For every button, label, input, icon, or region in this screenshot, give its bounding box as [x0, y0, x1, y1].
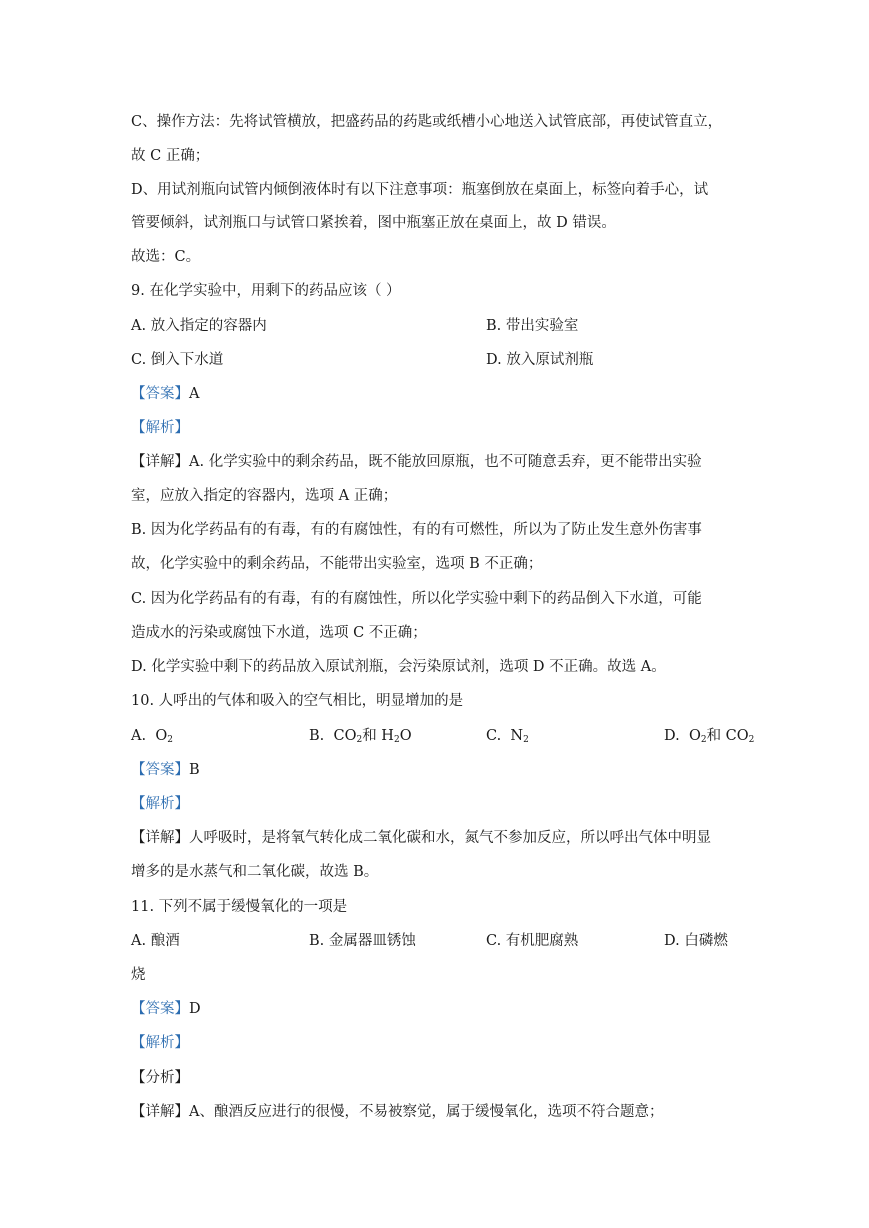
- q11-option-b: B. 金属器皿锈蚀: [309, 933, 416, 949]
- formula-o: O: [155, 728, 168, 744]
- answer-tag: 【答案】: [131, 1001, 189, 1017]
- q9-detail-line: [131, 452, 702, 472]
- q11-analysis-tag: 【解析】: [131, 1035, 189, 1051]
- option-label: B.: [309, 728, 325, 744]
- q9-detail-line: 造成水的污染或腐蚀下水道，选项 C 不正确；: [131, 625, 427, 641]
- detail-text: A. 化学实验中的剩余药品，既不能放回原瓶，也不可随意丢弃，更不能带出实验: [189, 454, 702, 470]
- subscript: 2: [356, 735, 363, 745]
- q9-analysis-tag: 【解析】: [131, 420, 189, 436]
- q11-option-a: A. 酿酒: [131, 933, 180, 949]
- question-9-stem: 9. 在化学实验中，用剩下的药品应该（ ）: [131, 283, 401, 299]
- q9-option-d: D. 放入原试剂瓶: [486, 352, 594, 368]
- q10-option-c: [486, 726, 529, 750]
- q9-option-c: C. 倒入下水道: [131, 352, 224, 368]
- subscript: 2: [700, 735, 707, 745]
- detail-tag: 【详解】: [131, 454, 189, 470]
- q10-answer: [131, 760, 200, 780]
- option-label: A.: [131, 728, 147, 744]
- question-10-stem: 10. 人呼出的气体和吸入的空气相比，明显增加的是: [131, 693, 464, 709]
- q10-option-a: [131, 726, 173, 750]
- q11-fenxi-tag: 【分析】: [131, 1070, 189, 1086]
- q9-answer: [131, 384, 199, 404]
- q11-detail-line: [131, 1102, 663, 1122]
- question-11-stem: 11. 下列不属于缓慢氧化的一项是: [131, 899, 348, 915]
- detail-tag: 【详解】: [131, 830, 189, 846]
- q9-option-a: A. 放入指定的容器内: [131, 318, 267, 334]
- q10-analysis-tag: 【解析】: [131, 796, 189, 812]
- text-line: 故 C 正确；: [131, 148, 210, 164]
- subscript: 2: [167, 735, 173, 745]
- text-line: 管要倾斜，试剂瓶口与试管口紧挨着，图中瓶塞正放在桌面上，故 D 错误。: [131, 215, 616, 231]
- q9-option-b: B. 带出实验室: [486, 318, 579, 334]
- option-label: D.: [664, 728, 680, 744]
- q11-option-d-wrap: 烧: [131, 967, 146, 983]
- formula-h: 和 H: [362, 728, 394, 744]
- answer-value: B: [189, 762, 200, 778]
- q10-detail-line: [131, 828, 711, 848]
- q9-detail-line: D. 化学实验中剩下的药品放入原试剂瓶，会污染原试剂，选项 D 不正确。故选 A。: [131, 659, 666, 675]
- q11-answer: [131, 999, 201, 1019]
- formula-o: O: [688, 728, 701, 744]
- answer-value: A: [189, 386, 200, 402]
- q11-option-c: C. 有机肥腐熟: [486, 933, 579, 949]
- subscript: 2: [523, 735, 529, 745]
- q9-detail-line: 故，化学实验中的剩余药品，不能带出实验室，选项 B 不正确；: [131, 556, 543, 572]
- detail-text: A、酿酒反应进行的很慢，不易被察觉，属于缓慢氧化，选项不符合题意；: [189, 1104, 664, 1120]
- text-line: 故选：C。: [131, 249, 201, 265]
- q9-detail-line: C. 因为化学药品有的有毒，有的有腐蚀性，所以化学实验中剩下的药品倒入下水道，可能: [131, 591, 702, 607]
- answer-tag: 【答案】: [131, 386, 189, 402]
- answer-tag: 【答案】: [131, 762, 189, 778]
- subscript: 2: [748, 735, 755, 745]
- text-line: C、操作方法：先将试管横放，把盛药品的药匙或纸槽小心地送入试管底部，再使试管直立，: [131, 114, 723, 130]
- q10-option-d: [664, 726, 754, 750]
- formula-o: O: [399, 728, 412, 744]
- q9-detail-line: 室，应放入指定的容器内，选项 A 正确；: [131, 488, 398, 504]
- option-label: C.: [486, 728, 502, 744]
- formula-co: 和 CO: [706, 728, 749, 744]
- q10-option-b: [309, 726, 412, 750]
- answer-value: D: [189, 1001, 201, 1017]
- q9-detail-line: B. 因为化学药品有的有毒，有的有腐蚀性，有的有可燃性，所以为了防止发生意外伤害事: [131, 522, 702, 538]
- detail-tag: 【详解】: [131, 1104, 189, 1120]
- q11-option-d: D. 白磷燃: [664, 933, 728, 949]
- formula-n: N: [510, 728, 524, 744]
- formula-co: CO: [333, 728, 357, 744]
- subscript: 2: [393, 735, 400, 745]
- q10-detail-line: 增多的是水蒸气和二氧化碳，故选 B。: [131, 864, 379, 880]
- detail-text: 人呼吸时，是将氧气转化成二氧化碳和水，氮气不参加反应，所以呼出气体中明显: [189, 830, 711, 846]
- text-line: D、用试剂瓶向试管内倾倒液体时有以下注意事项：瓶塞倒放在桌面上，标签向着手心，试: [131, 182, 709, 198]
